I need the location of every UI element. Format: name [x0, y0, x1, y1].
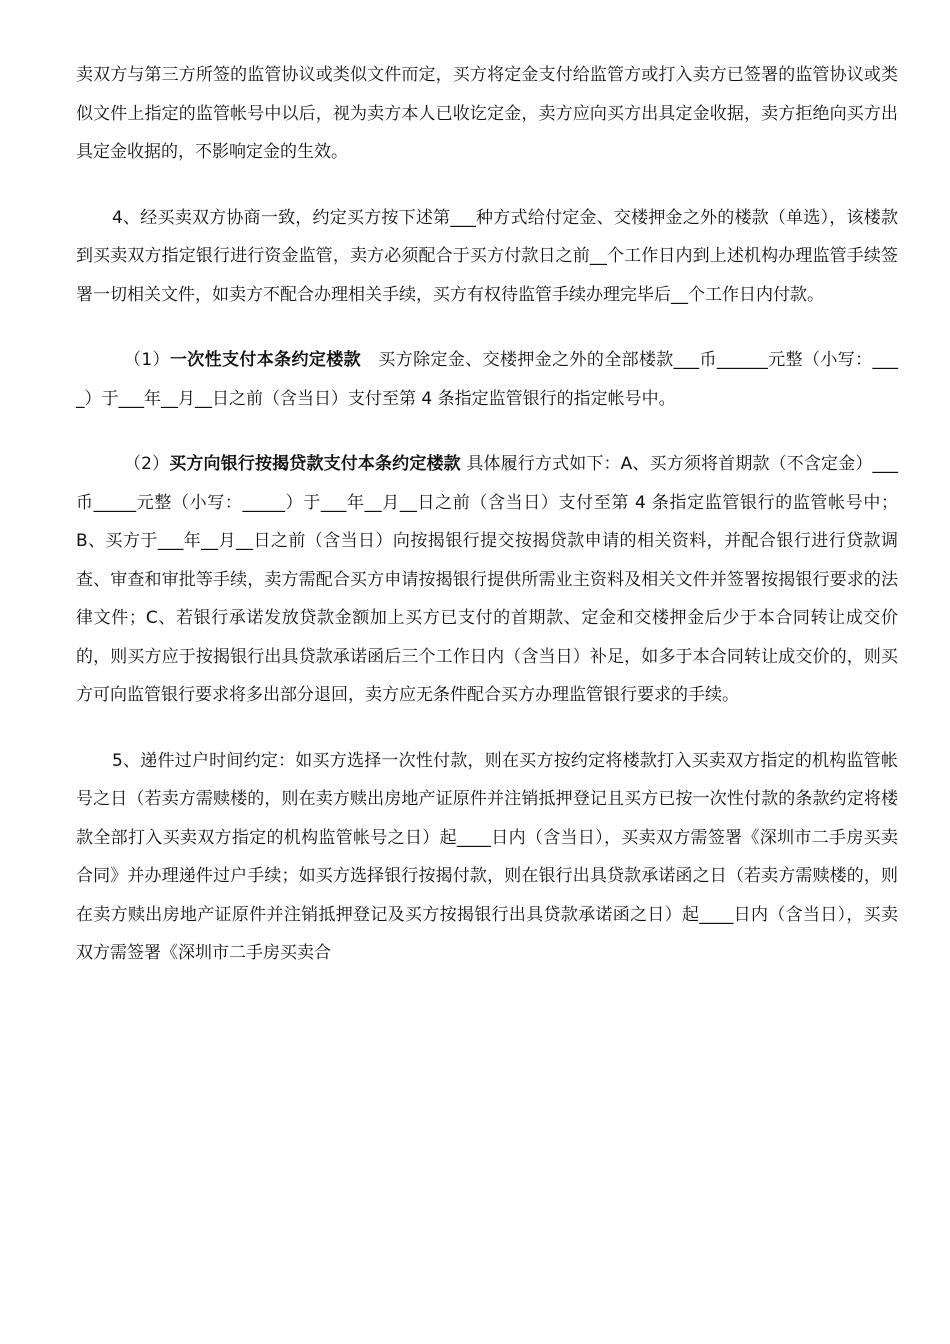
paragraph-text: 具体履行方式如下：A、买方须将首期款（不含定金）___币_____元整（小写：_____）于___年__月__日之前（含当日）支付至第 4 条指定监管银行的监管帐号中；B、买方于___年__月__日之前（含当日）向按揭银行提交按揭贷款申请的相关资料，并配合银行进行贷款调查、审查和审批等手续，卖方需配合买方申请按揭银行提供所需业主资料及相关文件并签署按揭银行要求的法律文件；C、若银行承诺发放贷款金额加上买方已支付的首期款、定金和交楼押金后少于本合同转让成交价的，则买方应于按揭银行出具贷款承诺函后三个工作日内（含当日）补足，如多于本合同转让成交价的，则买方可向监管银行要求将多出部分退回，卖方应无条件配合买方办理监管银行要求的手续。: [76, 454, 898, 705]
clause-number: （1）: [124, 350, 170, 370]
paragraph-text: 4、经买卖双方协商一致，约定买方按下述第___种方式给付定金、交楼押金之外的楼款（单选），该楼款到买卖双方指定银行进行资金监管，卖方必须配合于买方付款日之前__个工作日内到上述机构办理监管手续签署一切相关文件，如卖方不配合办理相关手续，买方有权待监管手续办理完毕后__个工作日内付款。: [76, 207, 898, 305]
paragraph-clause-5: [76, 742, 898, 973]
clause-heading: 一次性支付本条约定楼款: [169, 350, 362, 370]
paragraph-deposit-receipt: [76, 56, 898, 172]
paragraph-text: 5、递件过户时间约定：如买方选择一次性付款，则在买方按约定将楼款打入买卖双方指定的机构监管帐号之日（若卖方需赎楼的，则在卖方赎出房地产证原件并注销抵押登记且买方已按一次性付款的条款约定将楼款全部打入买卖双方指定的机构监管帐号之日）起____日内（含当日），买卖双方需签署《深圳市二手房买卖合同》并办理递件过户手续；如买方选择银行按揭付款，则在银行出具贷款承诺函之日（若卖方需赎楼的，则在卖方赎出房地产证原件并注销抵押登记及买方按揭银行出具贷款承诺函之日）起____日内（含当日），买卖双方需签署《深圳市二手房买卖合: [76, 750, 898, 963]
document-page: [76, 56, 898, 973]
paragraph-clause-4-1: [76, 341, 898, 418]
clause-number: （2）: [124, 454, 170, 474]
clause-heading: 买方向银行按揭贷款支付本条约定楼款: [169, 454, 461, 474]
paragraph-text: 买方除定金、交楼押金之外的全部楼款___币______元整（小写：____）于___年__月__日之前（含当日）支付至第 4 条指定监管银行的指定帐号中。: [76, 350, 899, 409]
paragraph-text: 卖双方与第三方所签的监管协议或类似文件而定，买方将定金支付给监管方或打入卖方已签署的监管协议或类似文件上指定的监管帐号中以后，视为卖方本人已收讫定金，卖方应向买方出具定金收据，卖方拒绝向买方出具定金收据的，不影响定金的生效。: [76, 65, 898, 162]
paragraph-clause-4-2: [76, 445, 898, 715]
paragraph-clause-4: [76, 199, 898, 315]
